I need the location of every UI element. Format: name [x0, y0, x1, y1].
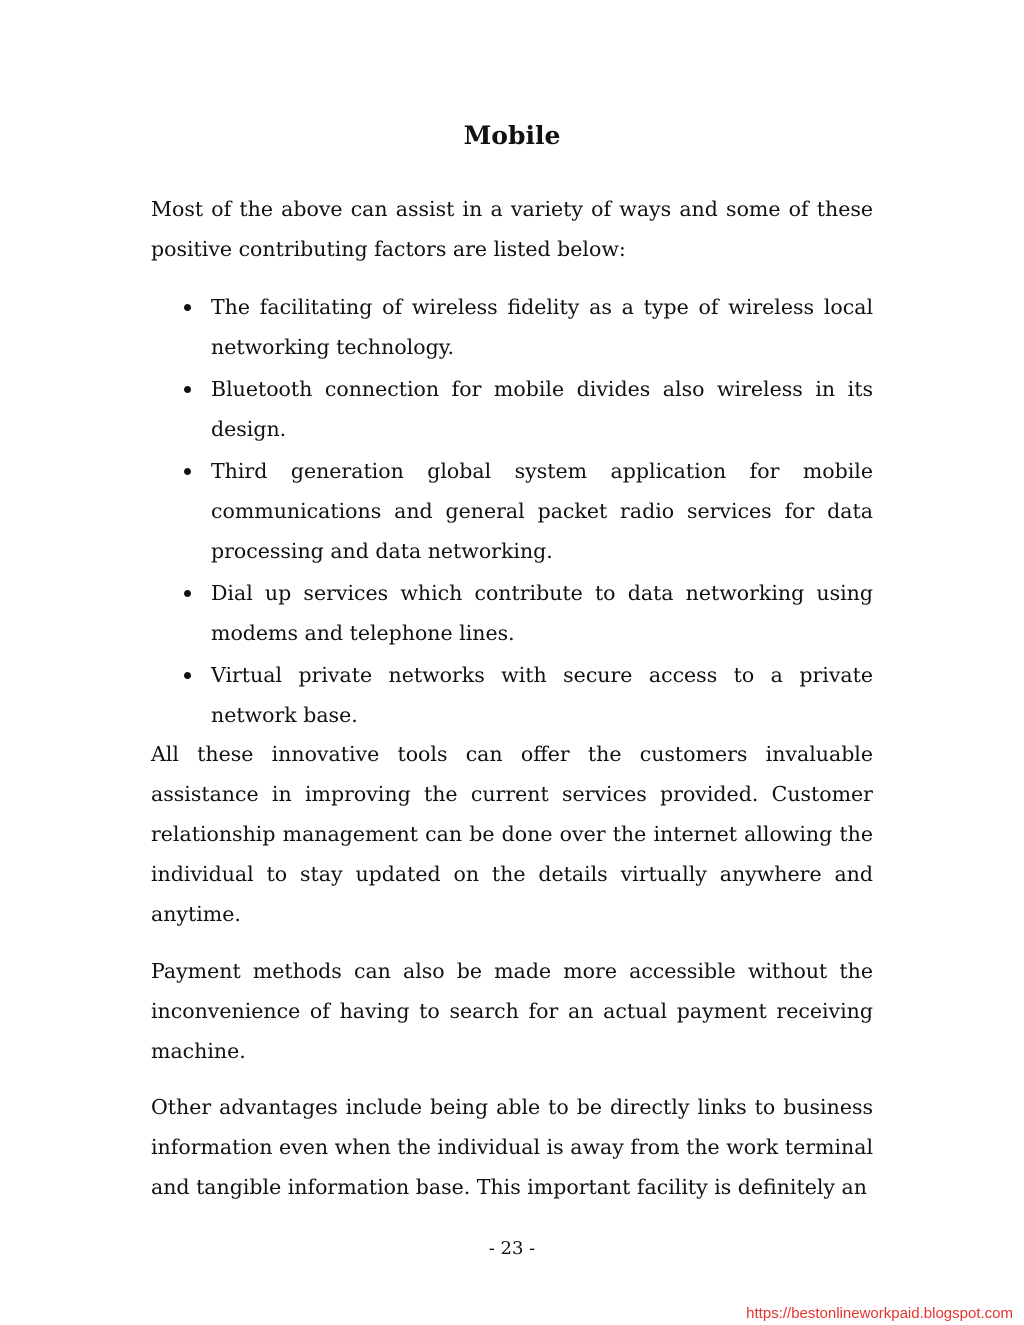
bullet-icon: [184, 386, 191, 393]
body-paragraph: Other advantages include being able to be directly links to business information even when the individual is away from the work terminal and tangible information base. This important facility is definitely an: [151, 1095, 873, 1199]
footer-link[interactable]: https://bestonlineworkpaid.blogspot.com: [746, 1305, 1013, 1322]
bullet-icon: [184, 672, 191, 679]
list-item: [151, 369, 873, 449]
page-title: Mobile: [463, 121, 561, 150]
list-item-text: Virtual private networks with secure access to a private network base.: [211, 663, 873, 727]
list-item-text: Bluetooth connection for mobile divides also wireless in its design.: [211, 377, 873, 441]
body-paragraph: All these innovative tools can offer the customers invaluable assistance in improving the current services provided. Customer relationship management can be done over the internet allowing the individual to stay updated on the details virtually anywhere and anytime.: [151, 742, 873, 926]
page-number: - 23 -: [488, 1238, 536, 1259]
bullet-icon: [184, 304, 191, 311]
bullet-list: [151, 287, 873, 737]
list-item-text: Dial up services which contribute to data networking using modems and telephone lines.: [211, 581, 873, 645]
intro-paragraph: Most of the above can assist in a variety of ways and some of these positive contributing factors are listed below:: [151, 197, 873, 261]
list-item: [151, 287, 873, 367]
list-item-text: Third generation global system application for mobile communications and general packet radio services for data processing and data networking.: [211, 459, 873, 563]
list-item: [151, 451, 873, 571]
body-paragraph: Payment methods can also be made more accessible without the inconvenience of having to search for an actual payment receiving machine.: [151, 959, 873, 1063]
list-item: [151, 655, 873, 735]
list-item-text: The facilitating of wireless fidelity as a type of wireless local networking technology.: [211, 295, 873, 359]
list-item: [151, 573, 873, 653]
bullet-icon: [184, 590, 191, 597]
bullet-icon: [184, 468, 191, 475]
